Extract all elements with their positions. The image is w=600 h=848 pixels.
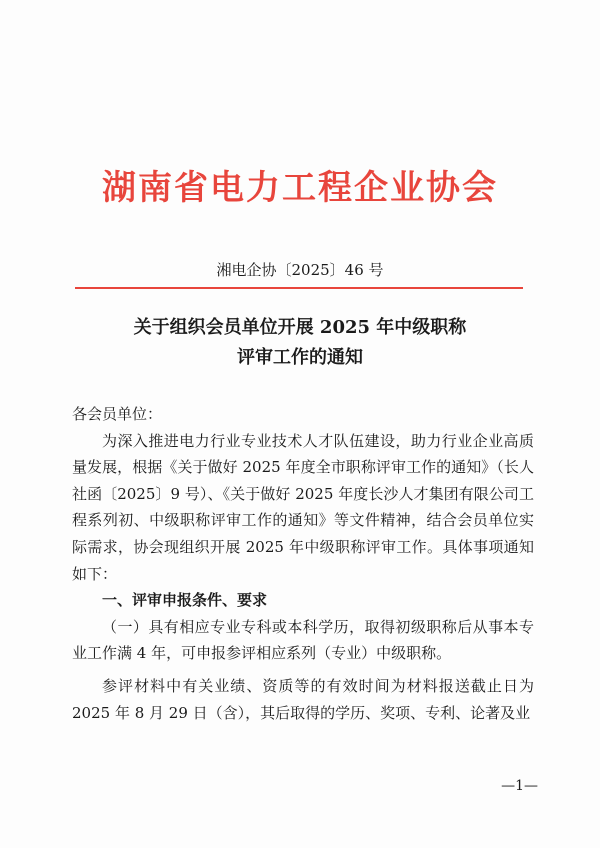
paragraph-intro: 为深入推进电力行业专业技术人才队伍建设，助力行业企业高质量发展，根据《关于做好 2025 年度全市职称评审工作的通知》（长人社函〔2025〕9 号）、《关于做好 2025 年度长沙人才集团有限公司工程系列初、中级职称评审工作的通知》等文件精神，结合会员单位实际需求，协会现组织开展 2025 年中级职称评审工作。具体事项通知如下： — [72, 431, 534, 583]
title-line-1: 关于组织会员单位开展 2025 年中级职称 — [133, 317, 467, 338]
document-title — [0, 313, 600, 373]
paragraph-requirement-1: （一）具有相应专业专科或本科学历，取得初级职称后从事本专业工作满 4 年，可申报参评相应系列（专业）中级职称。 — [72, 617, 534, 663]
header-divider — [75, 287, 523, 289]
organization-header: 湖南省电力工程企业协会 — [102, 168, 498, 208]
page-number: —1— — [501, 778, 538, 794]
document-body — [72, 401, 534, 726]
document-number: 湘电企协〔2025〕46 号 — [216, 261, 384, 279]
title-line-2: 评审工作的通知 — [237, 347, 363, 368]
salutation: 各会员单位： — [72, 405, 163, 423]
section-heading-1: 一、评审申报条件、要求 — [102, 591, 268, 610]
paragraph-material-deadline: 参评材料中有关业绩、资质等的有效时间为材料报送截止日为 2025 年 8 月 29 日（含），其后取得的学历、奖项、专利、论著及业 — [72, 676, 534, 722]
